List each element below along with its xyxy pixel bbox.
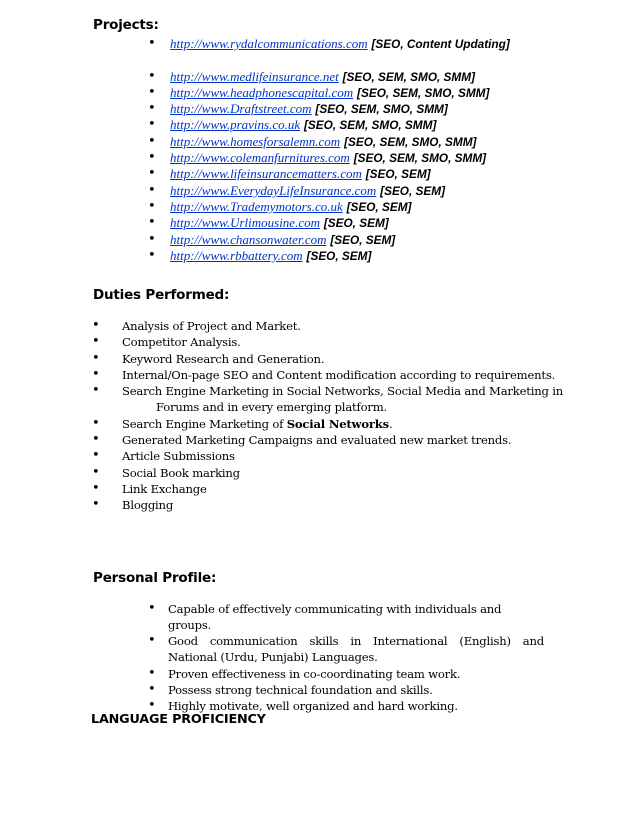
bullet: • <box>148 117 156 133</box>
duty-text: Search Engine Marketing in Social Networks, Social Media and Marketing in <box>122 384 563 399</box>
duty-text: Social Book marking <box>122 465 240 480</box>
duty-text: Blogging <box>122 498 174 513</box>
duties-heading: Duties Performed: <box>93 287 230 303</box>
bullet: • <box>148 231 156 247</box>
project-tags: [SEO, SEM] <box>330 232 396 247</box>
project-link[interactable]: http://www.pravins.co.uk <box>170 117 301 133</box>
list-item <box>148 36 548 69</box>
profile-heading: Personal Profile: <box>93 570 217 586</box>
bullet: • <box>92 334 100 350</box>
duty-text: Analysis of Project and Market. <box>122 319 301 333</box>
duty-text-continuation: Forums and in every emerging platform. <box>156 400 387 415</box>
profile-text: Possess strong technical foundation and skills. <box>168 682 433 697</box>
bullet: • <box>148 215 156 231</box>
bullet: • <box>92 366 100 382</box>
bullet: • <box>92 497 100 513</box>
bullet: • <box>92 415 100 431</box>
list-item <box>92 334 542 350</box>
bullet: • <box>92 350 100 366</box>
list-item <box>92 351 542 367</box>
list-item <box>148 166 548 182</box>
duty-text: Generated Marketing Campaigns and evaluated new market trends. <box>122 433 512 448</box>
list-item <box>92 481 542 497</box>
duty-text: Search Engine Marketing of <box>122 416 284 431</box>
list-item <box>92 448 542 464</box>
project-link[interactable]: http://www.Trademymotors.co.uk <box>170 198 343 214</box>
project-link[interactable]: http://www.chansonwater.com <box>170 231 327 247</box>
projects-list <box>148 36 548 264</box>
list-item <box>92 465 542 481</box>
project-link[interactable]: http://www.Urlimousine.com <box>170 215 320 231</box>
bullet: • <box>92 432 100 448</box>
duty-text: Link Exchange <box>122 481 207 496</box>
bullet: • <box>92 383 100 399</box>
project-tags: [SEO, SEM, SMO, SMM] <box>353 151 487 166</box>
bullet: • <box>148 198 156 214</box>
list-item <box>148 633 544 665</box>
bullet: • <box>148 150 156 166</box>
duty-text: Internal/On-page SEO and Content modification according to requirements. <box>122 367 556 382</box>
profile-text: Highly motivate, well organized and hard working. <box>168 699 458 714</box>
list-item <box>148 183 548 199</box>
bullet: • <box>92 464 100 480</box>
project-link[interactable]: http://www.Draftstreet.com <box>170 101 312 117</box>
profile-list <box>148 601 544 714</box>
list-item <box>148 69 548 85</box>
project-tags: [SEO, Content Updating] <box>371 37 510 51</box>
duty-text: Keyword Research and Generation. <box>122 351 325 366</box>
bullet: • <box>148 601 156 616</box>
profile-text: Good communication skills in International (English) and National (Urdu, Punjabi) Languages. <box>168 634 544 665</box>
project-tags: [SEO, SEM, SMO, SMM] <box>315 102 448 117</box>
bullet: • <box>148 681 156 697</box>
bullet: • <box>148 698 156 714</box>
list-item <box>92 366 556 383</box>
bullet: • <box>148 633 156 649</box>
list-item <box>92 318 542 334</box>
duty-bold-text: Social Networks <box>286 416 389 431</box>
project-tags: [SEO, SEM, SMO, SMM] <box>342 69 476 84</box>
duties-list <box>92 318 563 514</box>
profile-text: Capable of effectively communicating with individuals and groups. <box>168 602 502 632</box>
bullet: • <box>92 318 100 333</box>
list-item <box>148 150 548 166</box>
project-tags: [SEO, SEM] <box>346 199 412 214</box>
list-item <box>148 215 548 231</box>
list-item <box>92 383 563 416</box>
list-item <box>148 666 544 682</box>
project-tags: [SEO, SEM, SMO, SMM] <box>344 134 477 149</box>
project-link[interactable]: http://www.rydalcommunications.com <box>170 36 368 51</box>
project-link[interactable]: http://www.homesforsalemn.com <box>170 133 341 149</box>
list-item <box>148 601 544 633</box>
list-item <box>148 232 548 248</box>
project-link[interactable]: http://www.headphonescapital.com <box>170 84 354 100</box>
bullet: • <box>148 665 156 681</box>
language-heading: LANGUAGE PROFICIENCY <box>91 712 266 727</box>
duty-text: Competitor Analysis. <box>122 335 241 350</box>
bullet: • <box>148 166 156 182</box>
duty-text: Article Submissions <box>122 449 235 464</box>
project-tags: [SEO, SEM] <box>323 216 389 231</box>
list-item <box>92 497 542 513</box>
list-item <box>92 416 542 432</box>
project-link[interactable]: http://www.colemanfurnitures.com <box>170 150 350 166</box>
bullet: • <box>148 182 156 198</box>
list-item <box>148 248 548 264</box>
list-item <box>148 85 548 101</box>
bullet: • <box>92 480 100 496</box>
project-tags: [SEO, SEM, SMO, SMM] <box>303 118 437 133</box>
bullet: • <box>148 133 156 149</box>
bullet: • <box>148 68 156 84</box>
bullet: • <box>92 448 100 464</box>
bullet: • <box>148 247 156 263</box>
project-tags: [SEO, SEM] <box>306 248 372 263</box>
project-link[interactable]: http://www.medlifeinsurance.net <box>170 68 339 84</box>
list-item <box>92 432 542 448</box>
list-item <box>148 134 548 150</box>
list-item <box>148 117 548 133</box>
project-link[interactable]: http://www.lifeinsurancematters.com <box>170 166 362 182</box>
list-item <box>148 101 548 117</box>
list-item <box>148 682 544 698</box>
project-tags: [SEO, SEM] <box>380 183 446 198</box>
project-link[interactable]: http://www.rbbattery.com <box>170 247 303 263</box>
projects-heading: Projects: <box>93 17 159 33</box>
profile-text: Proven effectiveness in co-coordinating team work. <box>168 666 461 681</box>
project-tags: [SEO, SEM] <box>365 167 431 182</box>
list-item <box>148 199 548 215</box>
bullet: • <box>148 36 156 51</box>
duty-punct: . <box>388 416 393 431</box>
bullet: • <box>148 84 156 100</box>
bullet: • <box>148 101 156 117</box>
project-link[interactable]: http://www.EverydayLifeInsurance.com <box>170 182 377 198</box>
project-tags: [SEO, SEM, SMO, SMM] <box>357 85 490 100</box>
